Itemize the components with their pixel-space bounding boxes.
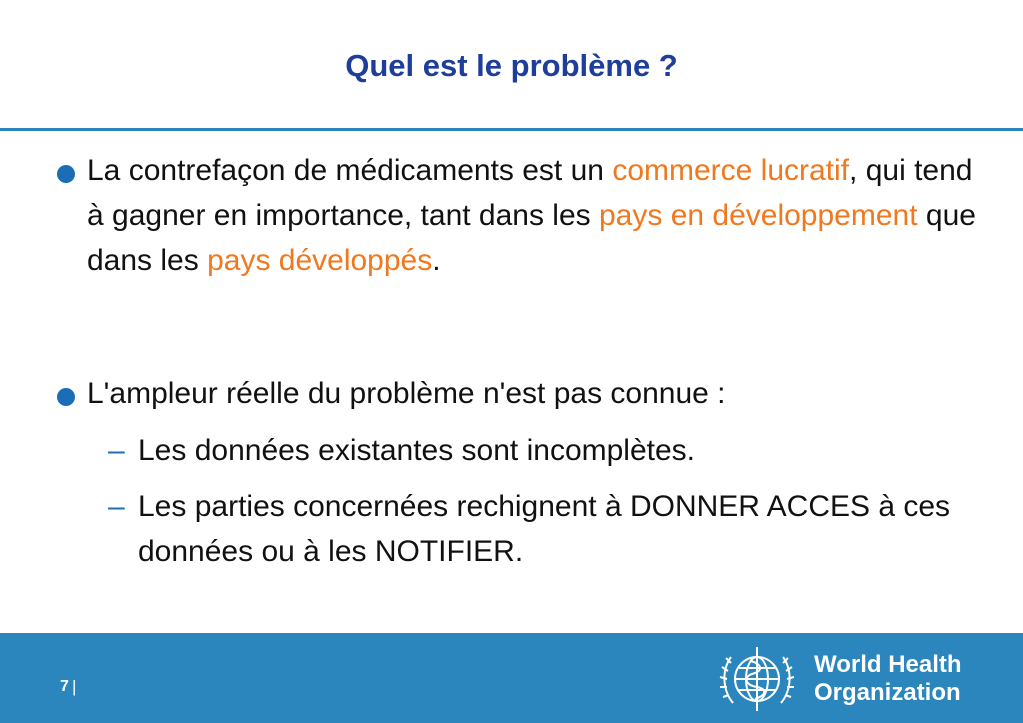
bullet-item-1 <box>57 148 977 283</box>
logo-text-line-1: World Health <box>814 651 962 678</box>
bullet-text-2: L'ampleur réelle du problème n'est pas connue : <box>87 377 726 410</box>
logo-text-line-2: Organization <box>814 679 961 706</box>
slide-title: Quel est le problème ? <box>345 48 678 83</box>
footer-bar <box>0 633 1023 723</box>
who-emblem-icon <box>715 639 799 719</box>
page-number: 7 <box>60 678 69 695</box>
title-divider <box>0 128 1023 131</box>
dash-icon: – <box>108 490 125 523</box>
bullet-text-1 <box>87 148 977 283</box>
sub-item-2 <box>108 484 968 574</box>
bullet-dot-icon <box>57 165 75 183</box>
sub-item-1 <box>108 428 968 473</box>
sub-item-text-1: Les données existantes sont incomplètes. <box>138 434 696 467</box>
page-separator: | <box>72 677 77 696</box>
sub-item-text-2: Les parties concernées rechignent à DONNER ACCES à ces données ou à les NOTIFIER. <box>138 490 951 568</box>
bullet-item-2 <box>57 371 977 416</box>
bullet-1-highlight-pays-dev: pays en développement <box>599 199 918 232</box>
bullet-1-part-2: , qui tend à gagner en importance, tant dans les <box>87 154 973 232</box>
logo-text <box>814 651 962 707</box>
bullet-dot-icon <box>57 388 75 406</box>
bullet-1-highlight-commerce: commerce lucratif <box>612 154 850 187</box>
dash-icon: – <box>108 434 125 467</box>
bullet-1-part-4: que dans les <box>87 199 976 277</box>
bullet-1-part-6: . <box>432 244 441 277</box>
bullet-1-part-0: La contrefaçon de médicaments est un <box>87 154 613 187</box>
bullet-1-highlight-pays-developpes: pays développés <box>207 244 433 277</box>
